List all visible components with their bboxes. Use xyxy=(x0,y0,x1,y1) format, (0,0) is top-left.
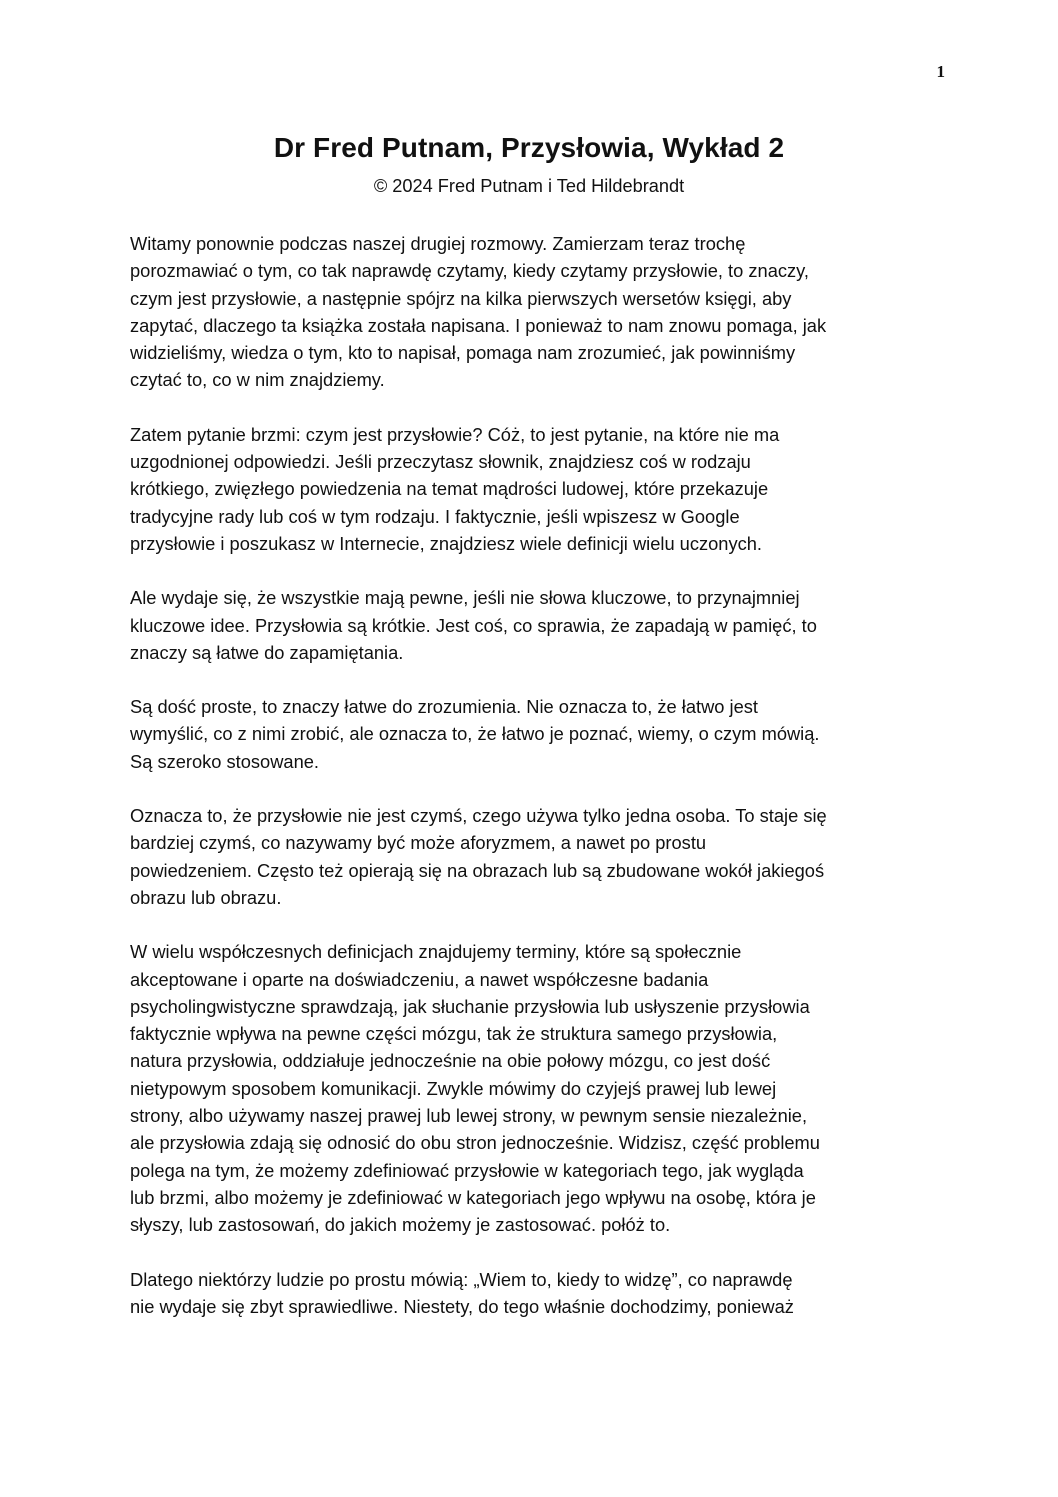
text-line: Witamy ponownie podczas naszej drugiej rozmowy. Zamierzam teraz trochę xyxy=(130,233,746,254)
text-line: lub brzmi, albo możemy je zdefiniować w kategoriach jego wpływu na osobę, która je xyxy=(130,1186,816,1208)
text-line: nietypowym sposobem komunikacji. Zwykle mówimy do czyjejś prawej lub lewej xyxy=(130,1077,777,1099)
text-line: bardziej czymś, co nazywamy być może aforyzmem, a nawet po prostu xyxy=(130,832,707,854)
text-line: akceptowane i oparte na doświadczeniu, a nawet współczesne badania xyxy=(130,968,709,990)
paragraph xyxy=(130,938,935,1238)
text-line: porozmawiać o tym, co tak naprawdę czytamy, kiedy czytamy przysłowie, to znaczy, xyxy=(130,260,810,282)
text-line: Oznacza to, że przysłowie nie jest czymś, czego używa tylko jedna osoba. To staje się xyxy=(130,805,827,827)
document-body xyxy=(130,230,935,1347)
text-line: znaczy są łatwe do zapamiętania. xyxy=(130,641,404,663)
text-line: Dlatego niektórzy ludzie po prostu mówią: „Wiem to, kiedy to widzę”, co naprawdę xyxy=(130,1268,793,1290)
paragraph xyxy=(130,802,935,911)
text-line: czym jest przysłowie, a następnie spójrz na kilka pierwszych wersetów księgi, aby xyxy=(130,287,792,309)
paragraph xyxy=(130,693,935,775)
text-line: psycholingwistyczne sprawdzają, jak słuchanie przysłowia lub usłyszenie przysłowia xyxy=(130,995,810,1017)
text-line: czytać to, co w nim znajdziemy. xyxy=(130,369,385,391)
text-line: Są szeroko stosowane. xyxy=(130,750,320,772)
paragraph xyxy=(130,584,935,666)
paragraph xyxy=(130,421,935,557)
text-line: polega na tym, że możemy zdefiniować przysłowie w kategoriach tego, jak wygląda xyxy=(130,1159,804,1181)
text-line: strony, albo używamy naszej prawej lub lewej strony, w pewnym sensie niezależnie, xyxy=(130,1105,808,1127)
text-line: przysłowie i poszukasz w Internecie, znajdziesz wiele definicji wielu uczonych. xyxy=(130,532,762,554)
text-line: nie wydaje się zbyt sprawiedliwe. Niestety, do tego właśnie dochodzimy, ponieważ xyxy=(130,1295,794,1317)
paragraph xyxy=(130,230,935,394)
document-title: Dr Fred Putnam, Przysłowia, Wykład 2 xyxy=(273,132,785,163)
text-line: Są dość proste, to znaczy łatwe do zrozumienia. Nie oznacza to, że łatwo jest xyxy=(130,696,758,718)
text-line: tradycyjne rady lub coś w tym rodzaju. I faktycznie, jeśli wpiszesz w Google xyxy=(130,505,740,527)
text-line: Zatem pytanie brzmi: czym jest przysłowie? Cóż, to jest pytanie, na które nie ma xyxy=(130,423,780,445)
text-line: kluczowe idee. Przysłowia są krótkie. Jest coś, co sprawia, że zapadają w pamięć, to xyxy=(130,614,817,636)
text-line: faktycznie wpływa na pewne części mózgu, tak że struktura samego przysłowia, xyxy=(130,1023,778,1045)
text-line: Ale wydaje się, że wszystkie mają pewne, jeśli nie słowa kluczowe, to przynajmniej xyxy=(130,587,800,609)
text-line: W wielu współczesnych definicjach znajdujemy terminy, które są społecznie xyxy=(130,941,742,963)
text-line: natura przysłowia, oddziałuje jednocześnie na obie połowy mózgu, co jest dość xyxy=(130,1050,771,1072)
text-line: wymyślić, co z nimi zrobić, ale oznacza to, że łatwo je poznać, wiemy, o czym mówią. xyxy=(130,723,820,745)
text-line: krótkiego, zwięzłego powiedzenia na temat mądrości ludowej, które przekazuje xyxy=(130,478,769,500)
text-line: ale przysłowia zdają się odnosić do obu stron jednocześnie. Widzisz, część problemu xyxy=(130,1132,820,1154)
text-line: uzgodnionej odpowiedzi. Jeśli przeczytasz słownik, znajdziesz coś w rodzaju xyxy=(130,451,751,473)
paragraph xyxy=(130,1266,935,1321)
text-line: powiedzeniem. Często też opierają się na obrazach lub są zbudowane wokół jakiegoś xyxy=(130,859,825,881)
text-line: widzieliśmy, wiedza o tym, kto to napisał, pomaga nam zrozumieć, jak powinniśmy xyxy=(130,342,796,364)
text-line: słyszy, lub zastosowań, do jakich możemy je zastosować. połóż to. xyxy=(130,1214,671,1236)
text-line: zapytać, dlaczego ta książka została napisana. I ponieważ to nam znowu pomaga, jak xyxy=(130,314,827,336)
text-line: obrazu lub obrazu. xyxy=(130,886,282,908)
page-number: 1 xyxy=(936,62,945,81)
copyright-line: © 2024 Fred Putnam i Ted Hildebrandt xyxy=(373,176,685,196)
